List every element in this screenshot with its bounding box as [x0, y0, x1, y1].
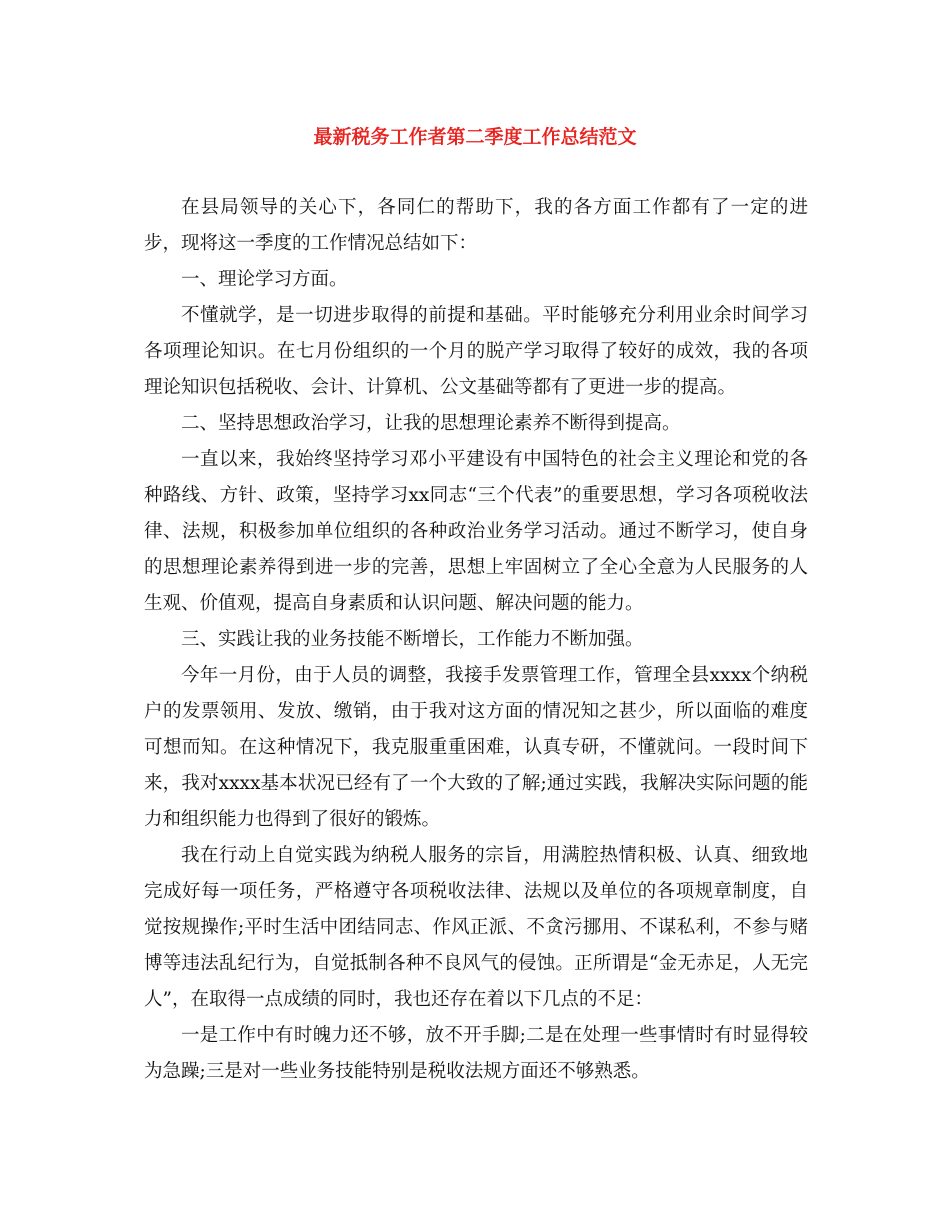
paragraph-conduct: 我在行动上自觉实践为纳税人服务的宗旨，用满腔热情积极、认真、细致地完成好每一项任务，严格遵守各项税收法律、法规以及单位的各项规章制度，自觉按规操作;平时生活中团结同志、作风正派、不贪污挪用、不谋私利，不参与赌博等违法乱纪行为，自觉抵制各种不良风气的侵蚀。正所谓是“金无赤足，人无完人”，在取得一点成绩的同时，我也还存在着以下几点的不足：: [144, 845, 808, 1010]
document-title: 最新税务工作者第二季度工作总结范文: [313, 126, 637, 148]
paragraph-shortcomings: 一是工作中有时魄力还不够，放不开手脚;二是在处理一些事情时有时显得较为急躁;三是对一些业务技能特别是税收法规方面还不够熟悉。: [144, 1025, 808, 1082]
paragraph-theory: 不懂就学，是一切进步取得的前提和基础。平时能够充分利用业余时间学习各项理论知识。在七月份组织的一个月的脱产学习取得了较好的成效，我的各项理论知识包括税收、会计、计算机、公文基础等都有了更进一步的提高。: [144, 305, 808, 398]
paragraph-practice: 今年一月份，由于人员的调整，我接手发票管理工作，管理全县xxxx个纳税户的发票领用、发放、缴销，由于我对这方面的情况知之甚少，所以面临的难度可想而知。在这种情况下，我克服重重困难，认真专研，不懂就问。一段时间下来，我对xxxx基本状况已经有了一个大致的了解;通过实践，我解决实际问题的能力和组织能力也得到了很好的锻炼。: [144, 665, 808, 830]
paragraph-intro: 在县局领导的关心下，各同仁的帮助下，我的各方面工作都有了一定的进步，现将这一季度的工作情况总结如下：: [144, 197, 808, 254]
document-body: [144, 190, 808, 1090]
section-heading-theory: 一、理论学习方面。: [181, 269, 348, 290]
section-heading-politics: 二、坚持思想政治学习，让我的思想理论素养不断得到提高。: [181, 413, 681, 434]
section-heading-practice: 三、实践让我的业务技能不断增长，工作能力不断加强。: [181, 629, 644, 650]
paragraph-politics: 一直以来，我始终坚持学习邓小平建设有中国特色的社会主义理论和党的各种路线、方针、政策，坚持学习xx同志“三个代表”的重要思想，学习各项税收法律、法规，积极参加单位组织的各种政治业务学习活动。通过不断学习，使自身的思想理论素养得到进一步的完善，思想上牢固树立了全心全意为人民服务的人生观、价值观，提高自身素质和认识问题、解决问题的能力。: [144, 449, 808, 614]
